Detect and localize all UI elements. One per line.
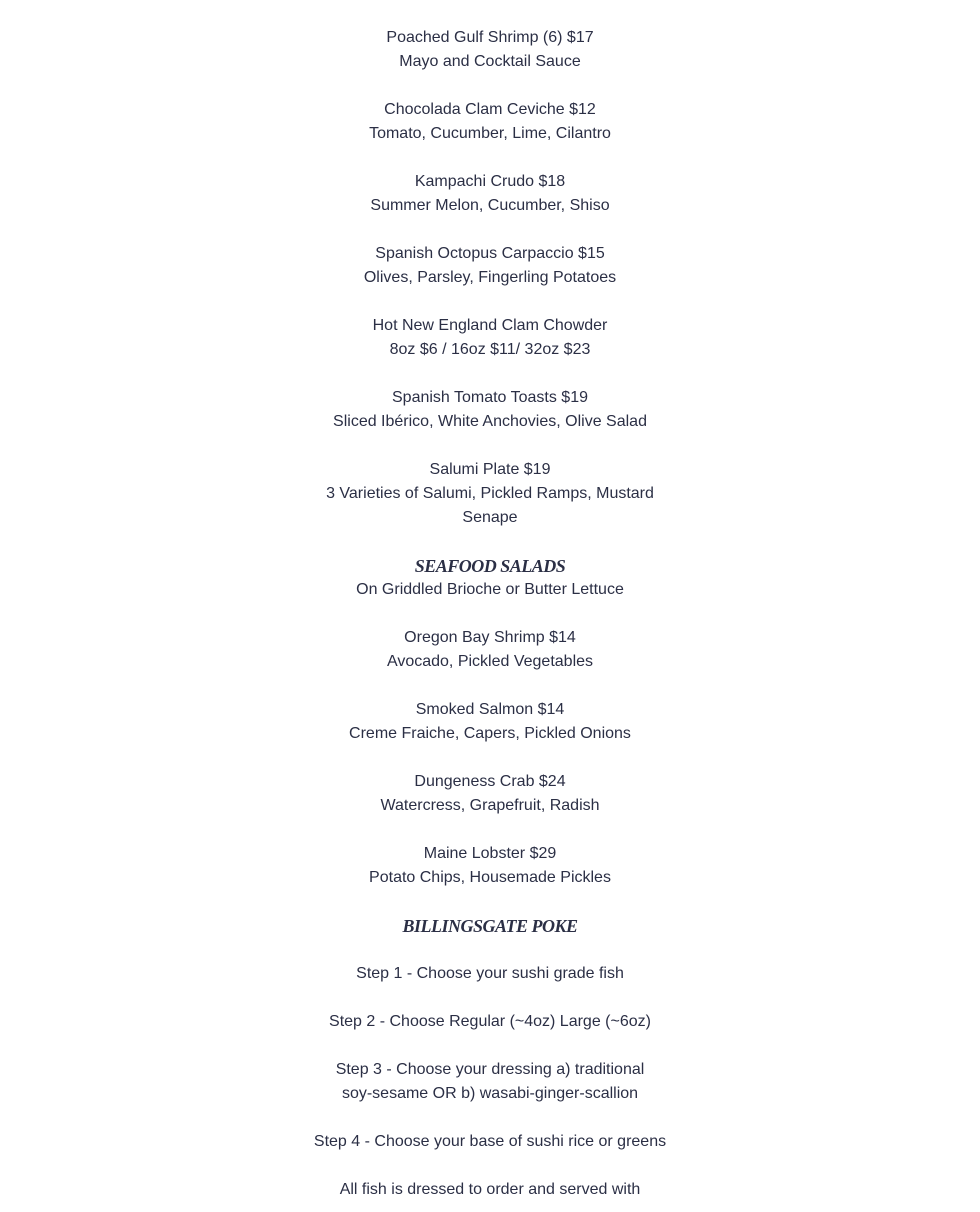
poke-step: Step 4 - Choose your base of sushi rice or greens	[313, 1133, 667, 1150]
section-heading-seafood-salads: SEAFOOD SALADS	[414, 556, 566, 576]
spacer	[0, 1034, 980, 1058]
section-heading-billingsgate-poke: BILLINGSGATE POKE	[402, 916, 578, 936]
menu-item-description: Mayo and Cocktail Sauce	[399, 53, 581, 70]
menu-item-description: Watercress, Grapefruit, Radish	[380, 797, 600, 814]
menu-item-title: Hot New England Clam Chowder	[372, 317, 608, 334]
spacer	[0, 530, 980, 554]
menu-item-description: Sliced Ibérico, White Anchovies, Olive Salad	[333, 413, 647, 430]
spacer	[0, 1154, 980, 1178]
menu-content	[0, 26, 980, 1202]
menu-item-title: Spanish Tomato Toasts $19	[392, 389, 588, 406]
spacer	[0, 362, 980, 386]
spacer	[0, 434, 980, 458]
menu-item-description: Potato Chips, Housemade Pickles	[369, 869, 611, 886]
spacer	[0, 890, 980, 914]
spacer	[0, 74, 980, 98]
menu-item-title: Maine Lobster $29	[423, 845, 557, 862]
spacer	[0, 818, 980, 842]
menu-item-title: Spanish Octopus Carpaccio $15	[375, 245, 605, 262]
menu-item-description: 3 Varieties of Salumi, Pickled Ramps, Mustard Senape	[326, 485, 654, 526]
menu-item-title: Chocolada Clam Ceviche $12	[384, 101, 596, 118]
menu-item-title: Kampachi Crudo $18	[414, 173, 566, 190]
menu-item-description: Tomato, Cucumber, Lime, Cilantro	[369, 125, 611, 142]
menu-item-title: Dungeness Crab $24	[414, 773, 566, 790]
spacer	[0, 1106, 980, 1130]
spacer	[0, 674, 980, 698]
poke-footer-note: All fish is dressed to order and served with	[339, 1181, 641, 1198]
menu-item-description: Olives, Parsley, Fingerling Potatoes	[363, 269, 617, 286]
menu-item-description: 8oz $6 / 16oz $11/ 32oz $23	[389, 341, 591, 358]
menu-item-description: Avocado, Pickled Vegetables	[386, 653, 594, 670]
menu-item-description: Creme Fraiche, Capers, Pickled Onions	[349, 725, 631, 742]
menu-item-title: Poached Gulf Shrimp (6) $17	[386, 29, 594, 46]
menu-item-title: Smoked Salmon $14	[415, 701, 565, 718]
menu-item-description: Summer Melon, Cucumber, Shiso	[370, 197, 610, 214]
spacer	[0, 746, 980, 770]
poke-step: Step 2 - Choose Regular (~4oz) Large (~6oz)	[329, 1013, 651, 1030]
menu-item-title: Salumi Plate $19	[429, 461, 551, 478]
spacer	[0, 290, 980, 314]
poke-step: Step 1 - Choose your sushi grade fish	[356, 965, 624, 982]
spacer	[0, 602, 980, 626]
poke-step: Step 3 - Choose your dressing a) traditional soy-sesame OR b) wasabi-ginger-scallion	[335, 1061, 645, 1102]
menu-item-title: Oregon Bay Shrimp $14	[404, 629, 576, 646]
spacer	[0, 938, 980, 962]
spacer	[0, 146, 980, 170]
section-subtitle: On Griddled Brioche or Butter Lettuce	[356, 581, 624, 598]
spacer	[0, 986, 980, 1010]
spacer	[0, 218, 980, 242]
